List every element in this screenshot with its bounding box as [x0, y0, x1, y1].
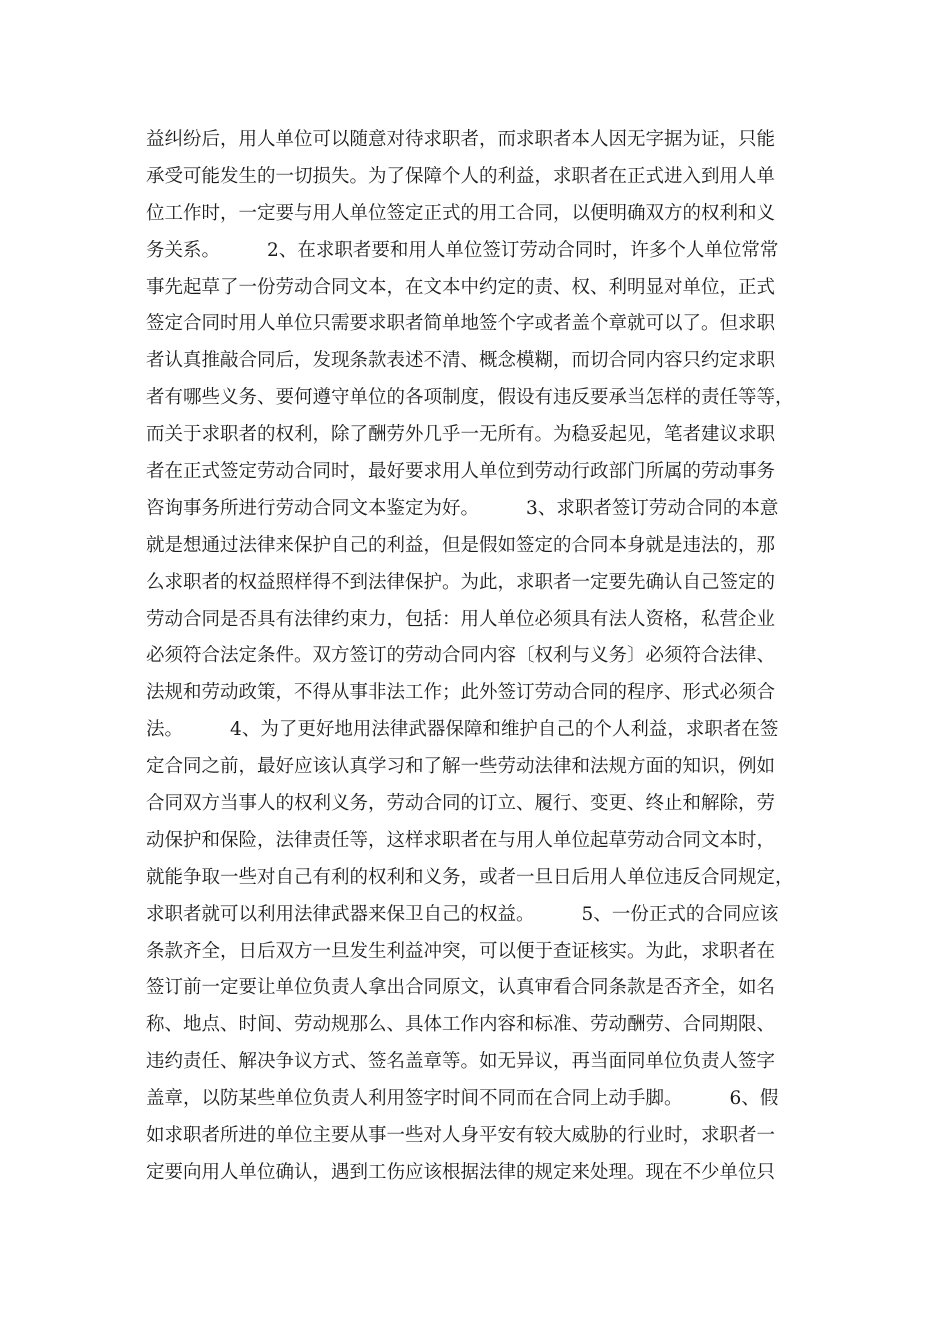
- text-line: 就是想通过法律来保护自己的利益，但是假如签定的合同本身就是违法的，那: [146, 534, 776, 556]
- text-line: 劳动合同是否具有法律约束力，包括：用人单位必须具有法人资格，私营企业: [146, 608, 776, 630]
- text-line: 必须符合法定条件。双方签订的劳动合同内容〔权利与义务〕必须符合法律、: [146, 645, 776, 667]
- text-line: 签订前一定要让单位负责人拿出合同原文，认真审看合同条款是否齐全，如名: [146, 977, 776, 999]
- text-line: 咨询事务所进行劳动合同文本鉴定为好。 3、求职者签订劳动合同的本意: [146, 497, 779, 519]
- text-line: 者在正式签定劳动合同时，最好要求用人单位到劳动行政部门所属的劳动事务: [146, 461, 776, 483]
- text-line: 签定合同时用人单位只需要求职者简单地签个字或者盖个章就可以了。但求职: [146, 313, 776, 335]
- body-text: [146, 122, 816, 1192]
- text-line: 动保护和保险，法律责任等，这样求职者在与用人单位起草劳动合同文本时，: [146, 829, 776, 851]
- text-line: 称、地点、时间、劳动规那么、具体工作内容和标准、劳动酬劳、合同期限、: [146, 1014, 776, 1036]
- text-line: 者有哪些义务、要何遵守单位的各项制度，假设有违反要承当怎样的责任等等，: [146, 387, 794, 409]
- text-line: 违约责任、解决争议方式、签名盖章等。如无异议，再当面同单位负责人签字: [146, 1051, 776, 1073]
- text-line: 么求职者的权益照样得不到法律保护。为此，求职者一定要先确认自己签定的: [146, 571, 776, 593]
- text-line: 如求职者所进的单位主要从事一些对人身平安有较大威胁的行业时，求职者一: [146, 1125, 776, 1147]
- text-line: 盖章，以防某些单位负责人利用签字时间不同而在合同上动手脚。 6、假: [146, 1088, 779, 1110]
- text-line: 条款齐全，日后双方一旦发生利益冲突，可以便于查证核实。为此，求职者在: [146, 940, 776, 962]
- text-line: 务关系。 2、在求职者要和用人单位签订劳动合同时，许多个人单位常常: [146, 239, 779, 261]
- text-line: 事先起草了一份劳动合同文本，在文本中约定的责、权、利明显对单位，正式: [146, 276, 776, 298]
- text-line: 求职者就可以利用法律武器来保卫自己的权益。 5、一份正式的合同应该: [146, 903, 779, 925]
- text-line: 法规和劳动政策，不得从事非法工作；此外签订劳动合同的程序、形式必须合: [146, 682, 776, 704]
- text-line: 定合同之前，最好应该认真学习和了解一些劳动法律和法规方面的知识，例如: [146, 756, 776, 778]
- text-line: 定要向用人单位确认，遇到工伤应该根据法律的规定来处理。现在不少单位只: [146, 1161, 776, 1183]
- text-line: 而关于求职者的权利，除了酬劳外几乎一无所有。为稳妥起见，笔者建议求职: [146, 424, 776, 446]
- text-line: 承受可能发生的一切损失。为了保障个人的利益，求职者在正式进入到用人单: [146, 165, 776, 187]
- text-line: 位工作时，一定要与用人单位签定正式的用工合同，以便明确双方的权利和义: [146, 202, 776, 224]
- text-line: 益纠纷后，用人单位可以随意对待求职者，而求职者本人因无字据为证，只能: [146, 129, 776, 150]
- text-line: 者认真推敲合同后，发现条款表述不清、概念模糊，而切合同内容只约定求职: [146, 350, 776, 372]
- text-line: 合同双方当事人的权利义务，劳动合同的订立、履行、变更、终止和解除，劳: [146, 793, 776, 815]
- text-line: 就能争取一些对自己有利的权利和义务，或者一旦日后用人单位违反合同规定，: [146, 866, 794, 888]
- text-line: 法。 4、为了更好地用法律武器保障和维护自己的个人利益，求职者在签: [146, 719, 779, 741]
